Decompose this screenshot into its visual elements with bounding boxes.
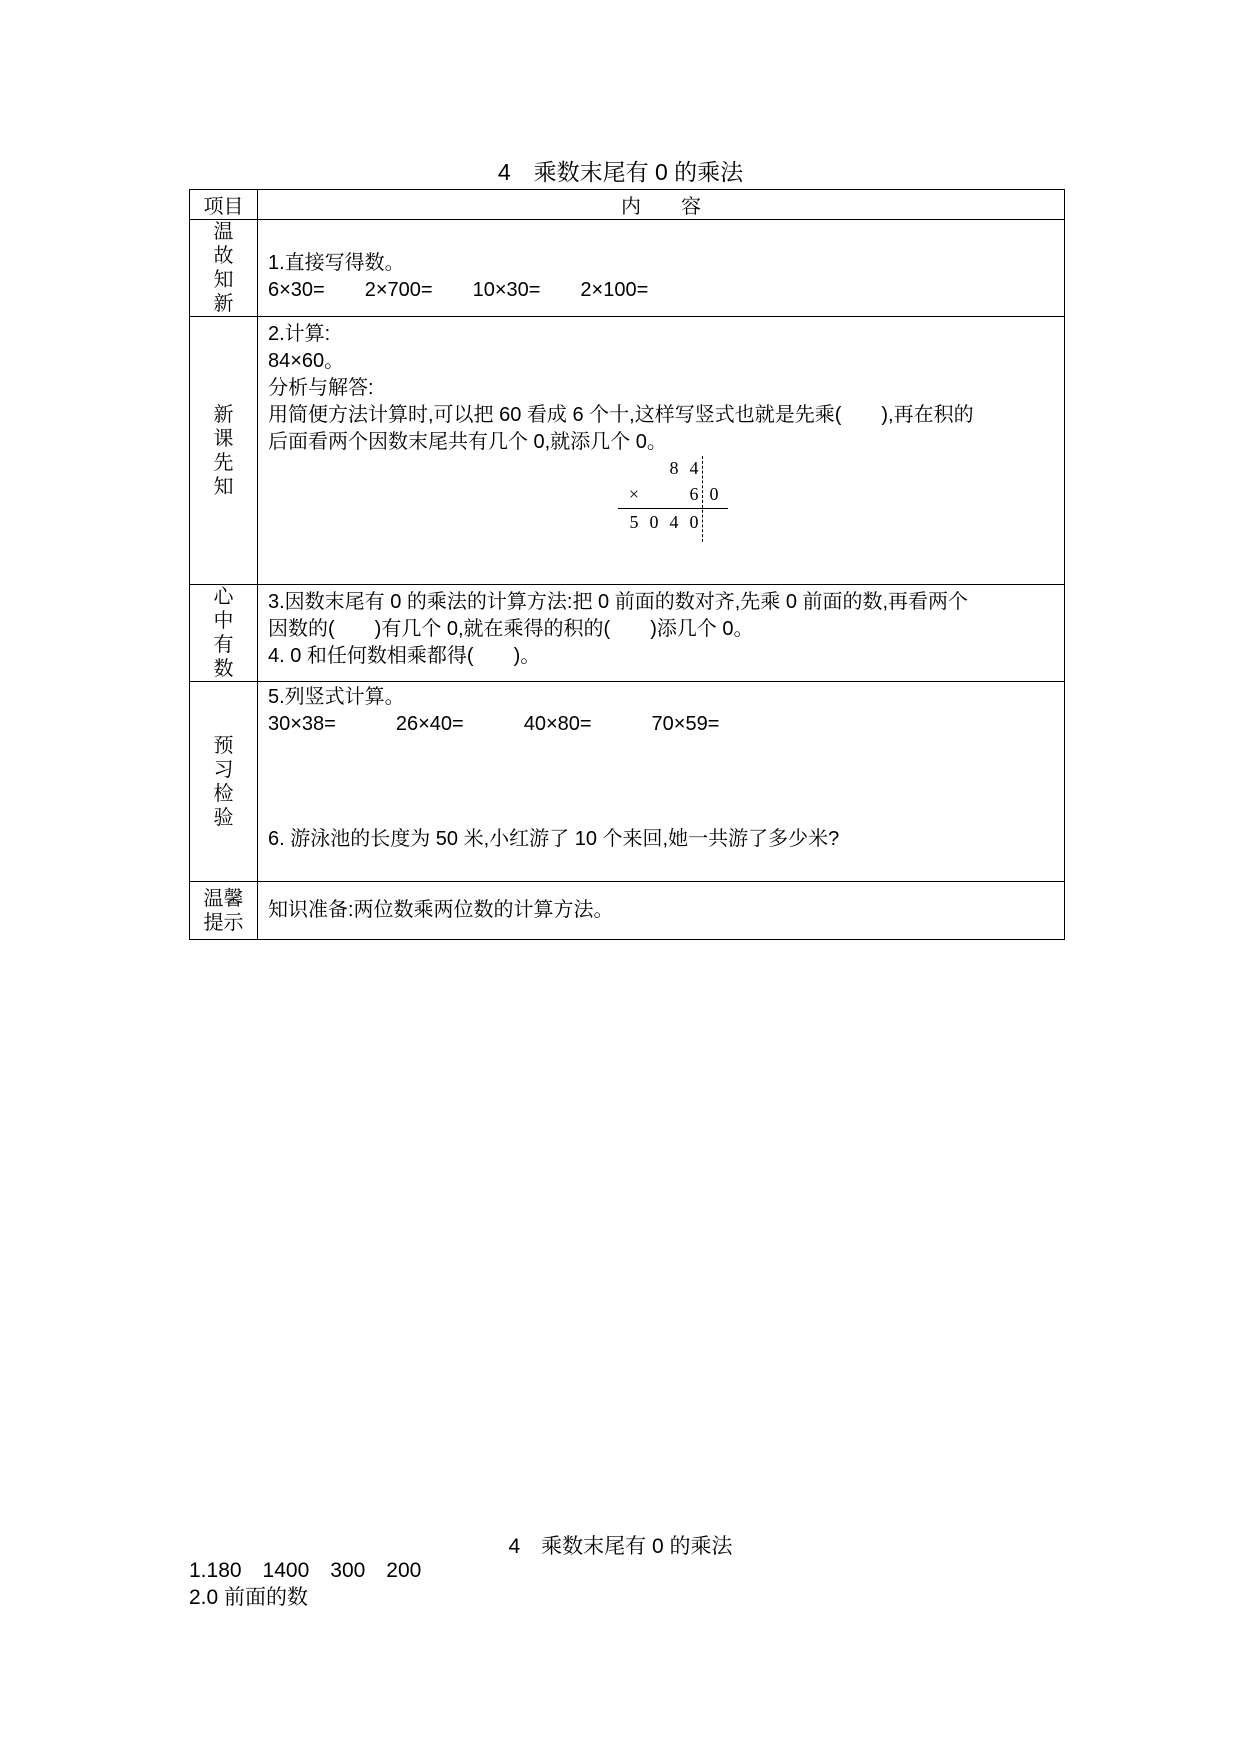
- page-title: 4 乘数末尾有 0 的乘法: [497, 159, 744, 185]
- content-line: 3.因数末尾有 0 的乘法的计算方法:把 0 前面的数对齐,先乘 0 前面的数,再看两个: [268, 591, 969, 613]
- vertical-multiplication: [618, 456, 738, 548]
- sum-line: [618, 508, 728, 509]
- digit: 0: [689, 512, 699, 532]
- digit: 4: [689, 458, 699, 478]
- digit: 4: [669, 512, 679, 532]
- row-label: 温馨提示: [203, 887, 244, 934]
- lesson-table: [189, 189, 1065, 940]
- table-row-tips: [190, 882, 1065, 940]
- table-row-new-lesson: [190, 317, 1065, 585]
- content-line: 84×60。: [268, 350, 345, 372]
- answer-line: 1.180 1400 300 200: [189, 1559, 422, 1582]
- content-line: 因数的( )有几个 0,就在乘得的积的( )添几个 0。: [268, 618, 754, 640]
- header-content: 内 容: [258, 190, 1065, 220]
- digit: 6: [689, 484, 699, 504]
- content-line: 用简便方法计算时,可以把 60 看成 6 个十,这样写竖式也就是先乘( ),再在积的: [268, 404, 974, 426]
- content-line: 4. 0 和任何数相乘都得( )。: [268, 645, 541, 667]
- digit: 0: [709, 484, 719, 504]
- table-row-preview-check: [190, 682, 1065, 882]
- answer-list: [189, 1557, 421, 1611]
- digit: 0: [649, 512, 659, 532]
- content-line: 2.计算:: [268, 323, 331, 345]
- row-label: 预习检验: [213, 734, 234, 829]
- table-row-summary: [190, 585, 1065, 682]
- table-header-row: [190, 190, 1065, 220]
- content-line: 后面看两个因数末尾共有几个 0,就添几个 0。: [268, 431, 667, 453]
- header-item: 项目: [190, 190, 258, 220]
- content-line: 6×30= 2×700= 10×30= 2×100=: [268, 279, 649, 301]
- content-line: 分析与解答:: [268, 377, 374, 399]
- content-line: 6. 游泳池的长度为 50 米,小红游了 10 个来回,她一共游了多少米?: [268, 828, 840, 850]
- row-label: 温故知新: [213, 221, 234, 315]
- answer-title: 4 乘数末尾有 0 的乘法: [508, 1535, 733, 1558]
- content-line: 30×38= 26×40= 40×80= 70×59=: [268, 713, 720, 735]
- content-line: 知识准备:两位数乘两位数的计算方法。: [268, 899, 614, 921]
- digit: 8: [669, 458, 679, 478]
- alignment-dashed-line: [702, 456, 703, 542]
- content-line: 1.直接写得数。: [268, 252, 405, 274]
- digit: 5: [629, 512, 639, 532]
- times-sign: ×: [628, 484, 640, 504]
- content-line: 5.列竖式计算。: [268, 686, 405, 708]
- answer-line: 2.0 前面的数: [189, 1586, 309, 1609]
- row-label: 新课先知: [213, 403, 234, 498]
- row-label: 心中有数: [213, 586, 234, 680]
- table-row-review: [190, 220, 1065, 317]
